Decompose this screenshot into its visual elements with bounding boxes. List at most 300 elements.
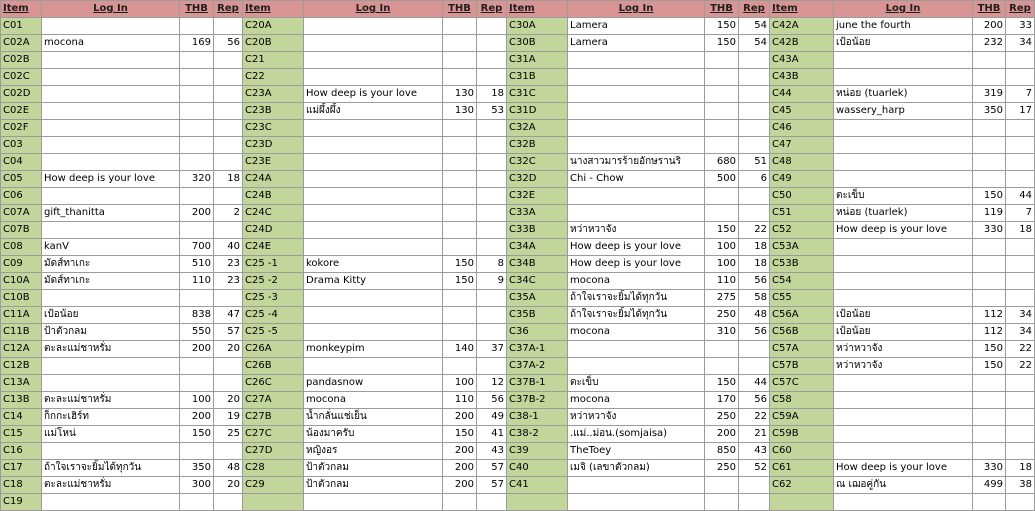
item-cell[interactable]: C18 [1,477,42,494]
thb-cell[interactable]: 330 [973,460,1006,477]
rep-cell[interactable]: 8 [477,256,507,273]
item-cell[interactable]: C56A [770,307,834,324]
header-log-in[interactable]: Log In [568,1,705,18]
thb-cell[interactable] [180,103,214,120]
thb-cell[interactable]: 112 [973,324,1006,341]
rep-cell[interactable] [739,137,770,154]
item-cell[interactable]: C12A [1,341,42,358]
login-cell[interactable]: How deep is your love [568,239,705,256]
item-cell[interactable]: C02A [1,35,42,52]
item-cell[interactable]: C40 [507,460,568,477]
rep-cell[interactable] [477,69,507,86]
thb-cell[interactable] [180,443,214,460]
item-cell[interactable]: C62 [770,477,834,494]
rep-cell[interactable] [739,103,770,120]
login-cell[interactable] [834,256,973,273]
login-cell[interactable] [42,69,180,86]
rep-cell[interactable]: 56 [739,273,770,290]
rep-cell[interactable] [477,494,507,511]
item-cell[interactable]: C33B [507,222,568,239]
rep-cell[interactable] [739,86,770,103]
rep-cell[interactable]: 52 [739,460,770,477]
thb-cell[interactable]: 150 [180,426,214,443]
item-cell[interactable]: C07B [1,222,42,239]
item-cell[interactable]: C32A [507,120,568,137]
thb-cell[interactable]: 200 [180,409,214,426]
login-cell[interactable] [42,290,180,307]
thb-cell[interactable] [973,290,1006,307]
thb-cell[interactable]: 150 [705,18,739,35]
rep-cell[interactable] [1006,120,1035,137]
login-cell[interactable]: หว่าหวาจัง [568,409,705,426]
rep-cell[interactable] [1006,426,1035,443]
item-cell[interactable]: C30A [507,18,568,35]
login-cell[interactable]: How deep is your love [834,460,973,477]
rep-cell[interactable] [477,137,507,154]
login-cell[interactable] [304,307,443,324]
thb-cell[interactable]: 250 [705,460,739,477]
rep-cell[interactable]: 22 [1006,341,1035,358]
item-cell[interactable]: C24A [243,171,304,188]
item-cell[interactable]: C52 [770,222,834,239]
login-cell[interactable]: ณ เฌอคู่กัน [834,477,973,494]
login-cell[interactable] [304,69,443,86]
item-cell[interactable]: C25 -5 [243,324,304,341]
login-cell[interactable]: Lamera [568,35,705,52]
login-cell[interactable] [834,52,973,69]
item-cell[interactable]: C55 [770,290,834,307]
login-cell[interactable]: Lamera [568,18,705,35]
thb-cell[interactable] [443,290,477,307]
rep-cell[interactable]: 49 [477,409,507,426]
login-cell[interactable] [304,137,443,154]
rep-cell[interactable] [477,18,507,35]
header-log-in[interactable]: Log In [304,1,443,18]
thb-cell[interactable]: 150 [973,358,1006,375]
rep-cell[interactable] [477,307,507,324]
login-cell[interactable]: june the fourth [834,18,973,35]
rep-cell[interactable] [477,205,507,222]
item-cell[interactable]: C25 -1 [243,256,304,273]
rep-cell[interactable] [1006,137,1035,154]
item-cell[interactable]: C31D [507,103,568,120]
rep-cell[interactable] [477,324,507,341]
rep-cell[interactable]: 57 [477,460,507,477]
rep-cell[interactable]: 17 [1006,103,1035,120]
login-cell[interactable]: หว่าหวาจัง [568,222,705,239]
thb-cell[interactable]: 110 [180,273,214,290]
thb-cell[interactable] [180,494,214,511]
item-cell[interactable] [770,494,834,511]
thb-cell[interactable]: 250 [705,409,739,426]
item-cell[interactable]: C14 [1,409,42,426]
login-cell[interactable] [834,494,973,511]
rep-cell[interactable] [739,494,770,511]
rep-cell[interactable]: 34 [1006,35,1035,52]
thb-cell[interactable]: 110 [705,273,739,290]
login-cell[interactable] [42,103,180,120]
rep-cell[interactable] [1006,154,1035,171]
rep-cell[interactable]: 18 [477,86,507,103]
item-cell[interactable]: C58 [770,392,834,409]
item-cell[interactable]: C23E [243,154,304,171]
thb-cell[interactable] [180,137,214,154]
login-cell[interactable]: มัดส์ทาเกะ [42,256,180,273]
item-cell[interactable]: C13B [1,392,42,409]
login-cell[interactable]: How deep is your love [568,256,705,273]
item-cell[interactable]: C42A [770,18,834,35]
item-cell[interactable]: C23D [243,137,304,154]
login-cell[interactable] [304,120,443,137]
login-cell[interactable] [304,171,443,188]
thb-cell[interactable] [705,477,739,494]
thb-cell[interactable] [443,120,477,137]
login-cell[interactable] [568,494,705,511]
rep-cell[interactable] [1006,256,1035,273]
thb-cell[interactable] [443,222,477,239]
rep-cell[interactable]: 18 [739,239,770,256]
thb-cell[interactable]: 319 [973,86,1006,103]
login-cell[interactable] [304,324,443,341]
rep-cell[interactable] [214,120,243,137]
header-rep[interactable]: Rep [477,1,507,18]
rep-cell[interactable] [477,222,507,239]
thb-cell[interactable] [973,494,1006,511]
rep-cell[interactable] [739,52,770,69]
thb-cell[interactable]: 320 [180,171,214,188]
rep-cell[interactable] [739,477,770,494]
item-cell[interactable]: C31B [507,69,568,86]
rep-cell[interactable]: 34 [1006,307,1035,324]
item-cell[interactable]: C56B [770,324,834,341]
item-cell[interactable]: C13A [1,375,42,392]
rep-cell[interactable]: 43 [477,443,507,460]
rep-cell[interactable]: 12 [477,375,507,392]
rep-cell[interactable] [477,35,507,52]
rep-cell[interactable] [477,120,507,137]
rep-cell[interactable] [1006,273,1035,290]
thb-cell[interactable]: 500 [705,171,739,188]
thb-cell[interactable]: 100 [705,256,739,273]
item-cell[interactable]: C10A [1,273,42,290]
login-cell[interactable] [42,154,180,171]
rep-cell[interactable] [214,222,243,239]
header-item[interactable]: Item [243,1,304,18]
item-cell[interactable]: C01 [1,18,42,35]
thb-cell[interactable] [443,171,477,188]
thb-cell[interactable]: 200 [180,205,214,222]
rep-cell[interactable]: 18 [214,171,243,188]
thb-cell[interactable] [973,154,1006,171]
item-cell[interactable]: C02B [1,52,42,69]
item-cell[interactable]: C15 [1,426,42,443]
login-cell[interactable] [42,375,180,392]
rep-cell[interactable]: 56 [477,392,507,409]
item-cell[interactable]: C32C [507,154,568,171]
rep-cell[interactable]: 22 [739,222,770,239]
thb-cell[interactable]: 110 [443,392,477,409]
thb-cell[interactable]: 680 [705,154,739,171]
thb-cell[interactable] [705,205,739,222]
thb-cell[interactable] [705,120,739,137]
item-cell[interactable]: C26A [243,341,304,358]
thb-cell[interactable]: 300 [180,477,214,494]
login-cell[interactable] [304,358,443,375]
login-cell[interactable] [834,392,973,409]
rep-cell[interactable]: 44 [1006,188,1035,205]
item-cell[interactable]: C43A [770,52,834,69]
rep-cell[interactable] [1006,375,1035,392]
item-cell[interactable]: C37B-1 [507,375,568,392]
login-cell[interactable] [834,69,973,86]
header-item[interactable]: Item [770,1,834,18]
login-cell[interactable]: ป้าตัวกลม [304,477,443,494]
login-cell[interactable]: monkeypim [304,341,443,358]
item-cell[interactable]: C20A [243,18,304,35]
thb-cell[interactable] [180,375,214,392]
item-cell[interactable]: C25 -2 [243,273,304,290]
login-cell[interactable]: mocona [42,35,180,52]
rep-cell[interactable]: 57 [477,477,507,494]
thb-cell[interactable] [443,188,477,205]
login-cell[interactable]: mocona [568,392,705,409]
thb-cell[interactable]: 169 [180,35,214,52]
rep-cell[interactable]: 7 [1006,205,1035,222]
item-cell[interactable]: C32D [507,171,568,188]
item-cell[interactable]: C59A [770,409,834,426]
rep-cell[interactable]: 23 [214,273,243,290]
thb-cell[interactable]: 499 [973,477,1006,494]
item-cell[interactable]: C29 [243,477,304,494]
thb-cell[interactable] [973,52,1006,69]
login-cell[interactable] [568,341,705,358]
rep-cell[interactable] [1006,239,1035,256]
thb-cell[interactable]: 150 [443,426,477,443]
item-cell[interactable]: C23C [243,120,304,137]
thb-cell[interactable] [973,392,1006,409]
rep-cell[interactable]: 38 [1006,477,1035,494]
rep-cell[interactable] [1006,409,1035,426]
thb-cell[interactable] [705,69,739,86]
rep-cell[interactable]: 48 [214,460,243,477]
rep-cell[interactable]: 54 [739,18,770,35]
thb-cell[interactable]: 150 [443,273,477,290]
thb-cell[interactable] [443,494,477,511]
thb-cell[interactable] [973,137,1006,154]
item-cell[interactable] [507,494,568,511]
login-cell[interactable]: น้องมาครับ [304,426,443,443]
thb-cell[interactable] [705,358,739,375]
rep-cell[interactable]: 18 [1006,460,1035,477]
rep-cell[interactable] [214,443,243,460]
rep-cell[interactable] [214,18,243,35]
thb-cell[interactable]: 700 [180,239,214,256]
rep-cell[interactable] [214,188,243,205]
item-cell[interactable]: C23B [243,103,304,120]
thb-cell[interactable]: 170 [705,392,739,409]
item-cell[interactable]: C12B [1,358,42,375]
login-cell[interactable]: น้ำกลั่นแช่เย็น [304,409,443,426]
thb-cell[interactable] [443,307,477,324]
login-cell[interactable]: kanV [42,239,180,256]
rep-cell[interactable] [214,137,243,154]
item-cell[interactable]: C02F [1,120,42,137]
rep-cell[interactable] [214,69,243,86]
header-item[interactable]: Item [507,1,568,18]
thb-cell[interactable] [443,52,477,69]
login-cell[interactable]: ตะละแม่ชาหรั่ม [42,477,180,494]
header-item[interactable]: Item [1,1,42,18]
login-cell[interactable] [834,409,973,426]
login-cell[interactable] [42,222,180,239]
login-cell[interactable]: .แม่..ม่อน.(somjaisa) [568,426,705,443]
thb-cell[interactable] [443,69,477,86]
thb-cell[interactable]: 112 [973,307,1006,324]
rep-cell[interactable] [739,205,770,222]
thb-cell[interactable] [973,171,1006,188]
login-cell[interactable] [304,290,443,307]
login-cell[interactable]: หว่าหวาจัง [834,358,973,375]
thb-cell[interactable] [180,188,214,205]
item-cell[interactable]: C24C [243,205,304,222]
login-cell[interactable] [568,205,705,222]
header-thb[interactable]: THB [705,1,739,18]
item-cell[interactable]: C47 [770,137,834,154]
item-cell[interactable]: C24D [243,222,304,239]
thb-cell[interactable] [443,239,477,256]
login-cell[interactable] [42,120,180,137]
item-cell[interactable]: C35B [507,307,568,324]
thb-cell[interactable] [705,52,739,69]
item-cell[interactable]: C02C [1,69,42,86]
thb-cell[interactable]: 232 [973,35,1006,52]
item-cell[interactable]: C24B [243,188,304,205]
thb-cell[interactable] [180,358,214,375]
thb-cell[interactable] [973,256,1006,273]
item-cell[interactable]: C57C [770,375,834,392]
login-cell[interactable] [42,86,180,103]
thb-cell[interactable] [180,290,214,307]
rep-cell[interactable]: 41 [477,426,507,443]
login-cell[interactable]: หน่อย (tuarlek) [834,86,973,103]
rep-cell[interactable]: 37 [477,341,507,358]
login-cell[interactable] [834,290,973,307]
login-cell[interactable]: นางสาวมารร้ายอักษรานริ [568,154,705,171]
rep-cell[interactable]: 7 [1006,86,1035,103]
thb-cell[interactable] [973,273,1006,290]
login-cell[interactable]: How deep is your love [834,222,973,239]
login-cell[interactable]: mocona [568,324,705,341]
rep-cell[interactable]: 25 [214,426,243,443]
item-cell[interactable]: C25 -3 [243,290,304,307]
item-cell[interactable]: C22 [243,69,304,86]
rep-cell[interactable]: 18 [1006,222,1035,239]
rep-cell[interactable] [477,239,507,256]
item-cell[interactable]: C17 [1,460,42,477]
rep-cell[interactable]: 23 [214,256,243,273]
rep-cell[interactable] [214,494,243,511]
login-cell[interactable] [568,69,705,86]
login-cell[interactable]: Drama Kitty [304,273,443,290]
thb-cell[interactable]: 330 [973,222,1006,239]
item-cell[interactable]: C27B [243,409,304,426]
login-cell[interactable]: ถ้าใจเราจะยิ้มได้ทุกวัน [568,290,705,307]
rep-cell[interactable] [477,290,507,307]
item-cell[interactable]: C20B [243,35,304,52]
rep-cell[interactable]: 47 [214,307,243,324]
login-cell[interactable] [568,137,705,154]
rep-cell[interactable] [1006,69,1035,86]
item-cell[interactable]: C27A [243,392,304,409]
login-cell[interactable]: wassery_harp [834,103,973,120]
item-cell[interactable]: C50 [770,188,834,205]
item-cell[interactable]: C26B [243,358,304,375]
thb-cell[interactable]: 200 [443,460,477,477]
item-cell[interactable]: C31C [507,86,568,103]
thb-cell[interactable] [443,205,477,222]
rep-cell[interactable] [739,188,770,205]
rep-cell[interactable]: 20 [214,341,243,358]
rep-cell[interactable]: 48 [739,307,770,324]
item-cell[interactable]: C19 [1,494,42,511]
thb-cell[interactable] [973,120,1006,137]
rep-cell[interactable] [1006,290,1035,307]
thb-cell[interactable]: 200 [443,443,477,460]
item-cell[interactable]: C37B-2 [507,392,568,409]
rep-cell[interactable] [1006,392,1035,409]
rep-cell[interactable]: 22 [739,409,770,426]
thb-cell[interactable]: 150 [973,188,1006,205]
thb-cell[interactable] [443,137,477,154]
thb-cell[interactable]: 350 [973,103,1006,120]
thb-cell[interactable]: 100 [705,239,739,256]
login-cell[interactable] [304,205,443,222]
thb-cell[interactable]: 850 [705,443,739,460]
item-cell[interactable]: C53A [770,239,834,256]
rep-cell[interactable] [214,375,243,392]
item-cell[interactable]: C02E [1,103,42,120]
item-cell[interactable]: C57B [770,358,834,375]
item-cell[interactable]: C21 [243,52,304,69]
item-cell[interactable]: C38-2 [507,426,568,443]
thb-cell[interactable] [180,154,214,171]
login-cell[interactable]: หญิงอร [304,443,443,460]
item-cell[interactable]: C27C [243,426,304,443]
rep-cell[interactable] [477,154,507,171]
rep-cell[interactable]: 56 [739,392,770,409]
login-cell[interactable] [42,188,180,205]
rep-cell[interactable]: 33 [1006,18,1035,35]
thb-cell[interactable] [443,18,477,35]
header-thb[interactable]: THB [443,1,477,18]
item-cell[interactable]: C11B [1,324,42,341]
thb-cell[interactable]: 200 [180,341,214,358]
rep-cell[interactable]: 56 [739,324,770,341]
login-cell[interactable] [568,188,705,205]
rep-cell[interactable]: 57 [214,324,243,341]
rep-cell[interactable]: 9 [477,273,507,290]
thb-cell[interactable] [443,154,477,171]
thb-cell[interactable]: 310 [705,324,739,341]
login-cell[interactable]: gift_thanitta [42,205,180,222]
thb-cell[interactable] [443,324,477,341]
item-cell[interactable]: C49 [770,171,834,188]
thb-cell[interactable] [180,52,214,69]
thb-cell[interactable]: 100 [180,392,214,409]
login-cell[interactable]: มัดส์ทาเกะ [42,273,180,290]
rep-cell[interactable] [1006,52,1035,69]
header-thb[interactable]: THB [180,1,214,18]
